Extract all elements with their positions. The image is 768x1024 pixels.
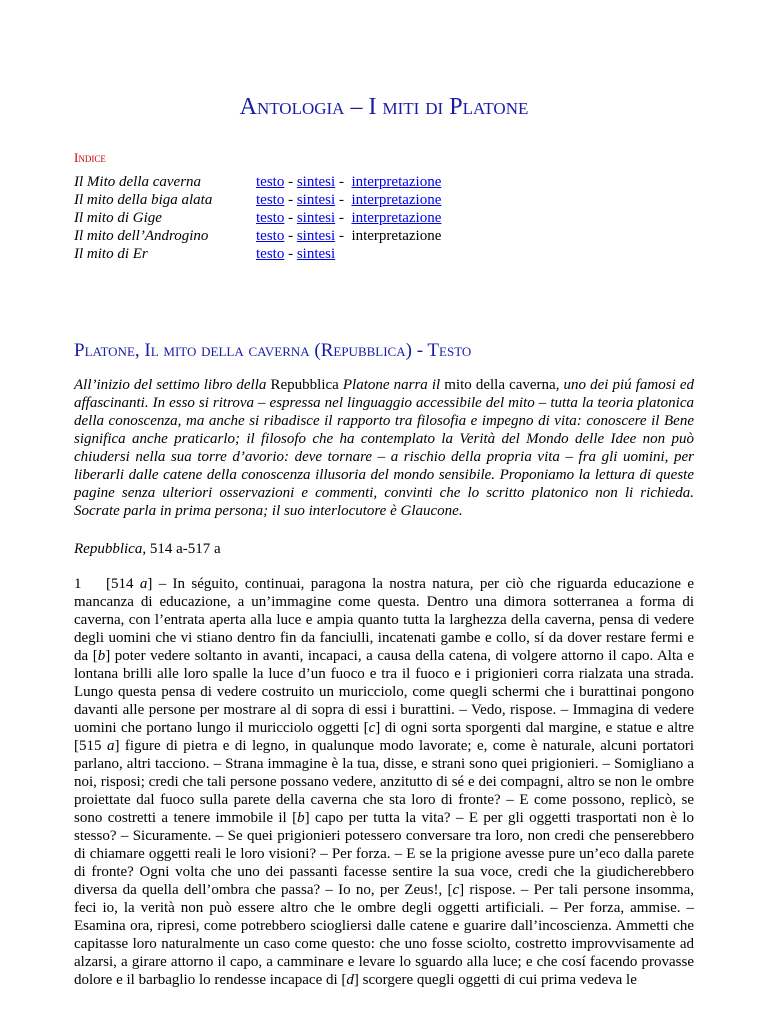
- source-reference: [74, 540, 221, 558]
- toc-item-title: Il mito di Er: [74, 246, 148, 262]
- body-text: ] rispose. – Per tali persone insomma, feci io, la verità non può essere altro che le ombre degli oggetti artificiali. – Per forza, ammise. – Esamina ora, ripresi, come potrebbero sciogliersi dalle catene e guarire dall’incoscienza. Ammetti che capitasse loro naturalmente un caso come questo: che uno fosse sciolto, costretto improvvisamente ad alzarsi, a girare attorno il capo, a camminare e levare lo sguardo alla luce; e che cosí facendo provasse dolore e il barbaglio lo rendesse incapace di [: [74, 882, 694, 988]
- toc-link-interpretazione[interactable]: interpretazione: [351, 210, 442, 226]
- body-text: ] capo per tutta la vita? – E per gli oggetti trasportati non è lo stesso? – Sicuramente. – Se quei prigionieri potessero conversare tra loro, non credi che penserebbero di chiamare oggetti reali le loro visioni? – Per forza. – E se la prigione avesse pure un’eco dalla parete di fronte? Ogni volta che uno dei passanti facesse sentire la sua voce, credi che la giudicherebbero diversa da quella dell’ombra che passa? – Io no, per Zeus!, [: [74, 810, 694, 898]
- source-range: , 514 a-517 a: [142, 541, 221, 557]
- toc-link-testo[interactable]: testo: [256, 246, 285, 262]
- index-label: Indice: [74, 150, 106, 165]
- marginal-ref: c: [368, 720, 376, 736]
- document-page: Antologia – I miti di Platone Indice Il Mito della caverna testo - sintesi - interpretazione Il mito della biga alata testo - sintesi - interpretazione Il mito di Gige testo - sintesi - interpretazione Il mito dell’Androgino testo - sintesi - interpretazione Il mito di Er testo - sintesi Platone, Il mito della caverna (Repubblica) - Testo All’inizio del settimo libro della Repubblica Platone narra il mito della caverna, uno dei piú famosi ed affascinanti. In esso si ritrova – espressa nel linguaggio accessibile del mito – tutta la teoria platonica della conoscenza, ma anche si ribadisce il rapporto tra filosofia e impegno di vita: conoscere il Bene significa anche praticarlo; il filosofo che ha contemplato la Verità del Mondo delle Idee non può chiudersi nella sua torre d’avorio: deve tornare – a rischio della propria vita – fra gli uomini, per liberarli dalle catene della conoscenza illusoria del mondo sensibile. Proponiamo la lettura di queste pagine senza ulteriori osservazioni e commenti, convinti che lo scritto platonico non li richieda. Socrate parla in prima persona; il suo interlocutore è Glaucone. Repubblica, 514 a-517 a 1 [514 a] – In séguito, continuai, paragona la nostra natura, per ciò che riguarda educazione e mancanza di educazione, a un’immagine come questa. Dentro una dimora sotterranea a forma di caverna, con l’entrata aperta alla luce e ampia quanto tutta la larghezza della caverna, pensa di vedere degli uomini che vi stiano dentro fin da fanciulli, incatenati gambe e collo, sí da dover restare fermi e da [b] poter vedere soltanto in avanti, incapaci, a causa della catena, di volgere attorno il capo. Alta e lontana brilli alle loro spalle la luce d’un fuoco e tra il fuoco e i prigionieri corra rialzata una strada. Lungo questa pensa di vedere costruito un muricciolo, come quegli schermi che i burattinai pongono davanti alle persone per mostrare al di sopra di essi i burattini. – Vedo, rispose. – Immagina di vedere uomini che portano lungo il muricciolo oggetti [c] di ogni sorta sporgenti dal margine, e statue e altre [515 a] figure di pietra e di legno, in qualunque modo lavorate; e, come è naturale, alcuni portatori parlano, altri tacciono. – Strana immagine è la tua, disse, e strani sono quei prigionieri. – Somigliano a noi, risposi; credi che tali persone possano vedere, anzitutto di sé e dei compagni, altro se non le ombre proiettate dal fuoco sulla parete della caverna che sta loro di fronte? – E come possono, replicò, se sono costretti a tenere immobile il [b] capo per tutta la vita? – E per gli oggetti trasportati non è lo stesso? – Sicuramente. – Se quei prigionieri potessero conversare tra loro, non credi che penserebbero di chiamare oggetti reali le loro visioni? – Per forza. – E se la prigione avesse pure un’eco dalla parete di fronte? Ogni volta che uno dei passanti facesse sentire la sua voce, credi che la giudicherebbero diversa da quella dell’ombra che passa? – Io no, per Zeus!, [c] rispose. – Per tali persone insomma, feci io, la verità non può essere altro che le ombre degli oggetti artificiali. – Per forza, ammise. – Esamina ora, ripresi, come potrebbero sciogliersi dalle catene e guarire dall’incoscienza. Ammetti che capitasse loro naturalmente un caso come questo: che uno fosse sciolto, costretto improvvisamente ad alzarsi, a girare attorno il capo, a camminare e levare lo sguardo alla luce; e che cosí facendo provasse dolore e il barbaglio lo rendesse incapace di [d] scorgere quegli oggetti di cui prima vedeva le: [0, 0, 768, 1024]
- toc-link-interpretazione[interactable]: interpretazione: [351, 192, 442, 208]
- marginal-ref: a: [106, 738, 115, 754]
- body-text: ] poter vedere soltanto in avanti, incapaci, a causa della catena, di volgere attorno il capo. Alta e lontana brilli alle loro spalle la luce d’un fuoco e tra il fuoco e i prigionieri corra rialzata una strada. Lungo questa pensa di vedere costruito un muricciolo, come quegli schermi che i burattinai pongono davanti alle persone per mostrare al di sopra di essi i burattini. – Vedo, rispose. – Immagina di vedere uomini che portano lungo il muricciolo oggetti [: [74, 648, 695, 736]
- intro-text: Platone narra il: [338, 377, 445, 393]
- body-text: ] di ogni sorta sporgenti dal margine, e statue e altre [515: [74, 720, 694, 754]
- body-text: [514: [106, 576, 140, 592]
- section-heading: Platone, Il mito della caverna (Repubblica) - Testo: [74, 340, 472, 361]
- toc-link-testo[interactable]: testo: [256, 174, 285, 190]
- intro-text: All’inizio del settimo libro della: [74, 377, 271, 393]
- intro-work-title: Repubblica: [270, 377, 339, 393]
- toc-item-title: Il Mito della caverna: [74, 174, 202, 190]
- toc-link-sintesi[interactable]: sintesi: [296, 246, 336, 262]
- toc-link-testo[interactable]: testo: [256, 228, 285, 244]
- marginal-ref: a: [139, 576, 148, 592]
- marginal-ref: b: [97, 648, 106, 664]
- marginal-ref: c: [452, 882, 460, 898]
- toc-item-title: Il mito dell’Androgino: [74, 228, 209, 244]
- toc-link-testo[interactable]: testo: [256, 192, 285, 208]
- page-title: Antologia – I miti di Platone: [239, 94, 529, 120]
- intro-myth-title: mito della caverna: [444, 377, 556, 393]
- toc-item-title: Il mito di Gige: [74, 210, 162, 226]
- body-text: ] scorgere quegli oggetti di cui prima vedeva le: [353, 972, 637, 988]
- intro-text: , uno dei piú famosi ed affascinanti. In esso si ritrova – espressa nel linguaggio accessibile del mito – tutta la teoria platonica della conoscenza, ma anche si ribadisce il rapporto tra filosofia e impegno di vita: conoscere il Bene significa anche praticarlo; il filosofo che ha contemplato la Verità del Mondo delle Idee non può chiudersi nella sua torre d’avorio: deve tornare – a rischio della propria vita – fra gli uomini, per liberarli dalle catene della conoscenza illusoria del mondo sensibile. Proponiamo la lettura di queste pagine senza ulteriori osservazioni e commenti, convinti che lo scritto platonico non li richieda. Socrate parla in prima persona; il suo interlocutore è Glaucone.: [74, 377, 694, 519]
- toc-link-sintesi[interactable]: sintesi: [296, 228, 336, 244]
- marginal-ref: b: [297, 810, 305, 826]
- toc-text-interpretazione: interpretazione: [351, 228, 442, 244]
- toc-link-sintesi[interactable]: sintesi: [296, 210, 336, 226]
- toc-link-sintesi[interactable]: sintesi: [296, 192, 336, 208]
- paragraph-number: 1: [74, 576, 82, 592]
- body-text: ] – In séguito, continuai, paragona la nostra natura, per ciò che riguarda educazione e mancanza di educazione, a un’immagine come questa. Dentro una dimora sotterranea a forma di caverna, con l’entrata aperta alla luce e ampia quanto tutta la larghezza della caverna, pensa di vedere degli uomini che vi stiano dentro fin da fanciulli, incatenati gambe e collo, sí da dover restare fermi e da [: [74, 576, 695, 664]
- toc-item-title: Il mito della biga alata: [74, 192, 213, 208]
- intro-paragraph: [74, 376, 694, 520]
- body-text: ] figure di pietra e di legno, in qualunque modo lavorate; e, come è naturale, alcuni portatori parlano, altri tacciono. – Strana immagine è la tua, disse, e strani sono quei prigionieri. – Somigliano a noi, risposi; credi che tali persone possano vedere, anzitutto di sé e dei compagni, altro se non le ombre proiettate dal fuoco sulla parete della caverna che sta loro di fronte? – E come possono, replicò, se sono costretti a tenere immobile il [: [74, 738, 695, 826]
- source-work: Repubblica: [74, 541, 143, 557]
- toc-link-testo[interactable]: testo: [256, 210, 285, 226]
- toc-link-sintesi[interactable]: sintesi: [296, 174, 336, 190]
- body-paragraph: [74, 575, 694, 989]
- toc-link-interpretazione[interactable]: interpretazione: [351, 174, 442, 190]
- marginal-ref: d: [346, 972, 354, 988]
